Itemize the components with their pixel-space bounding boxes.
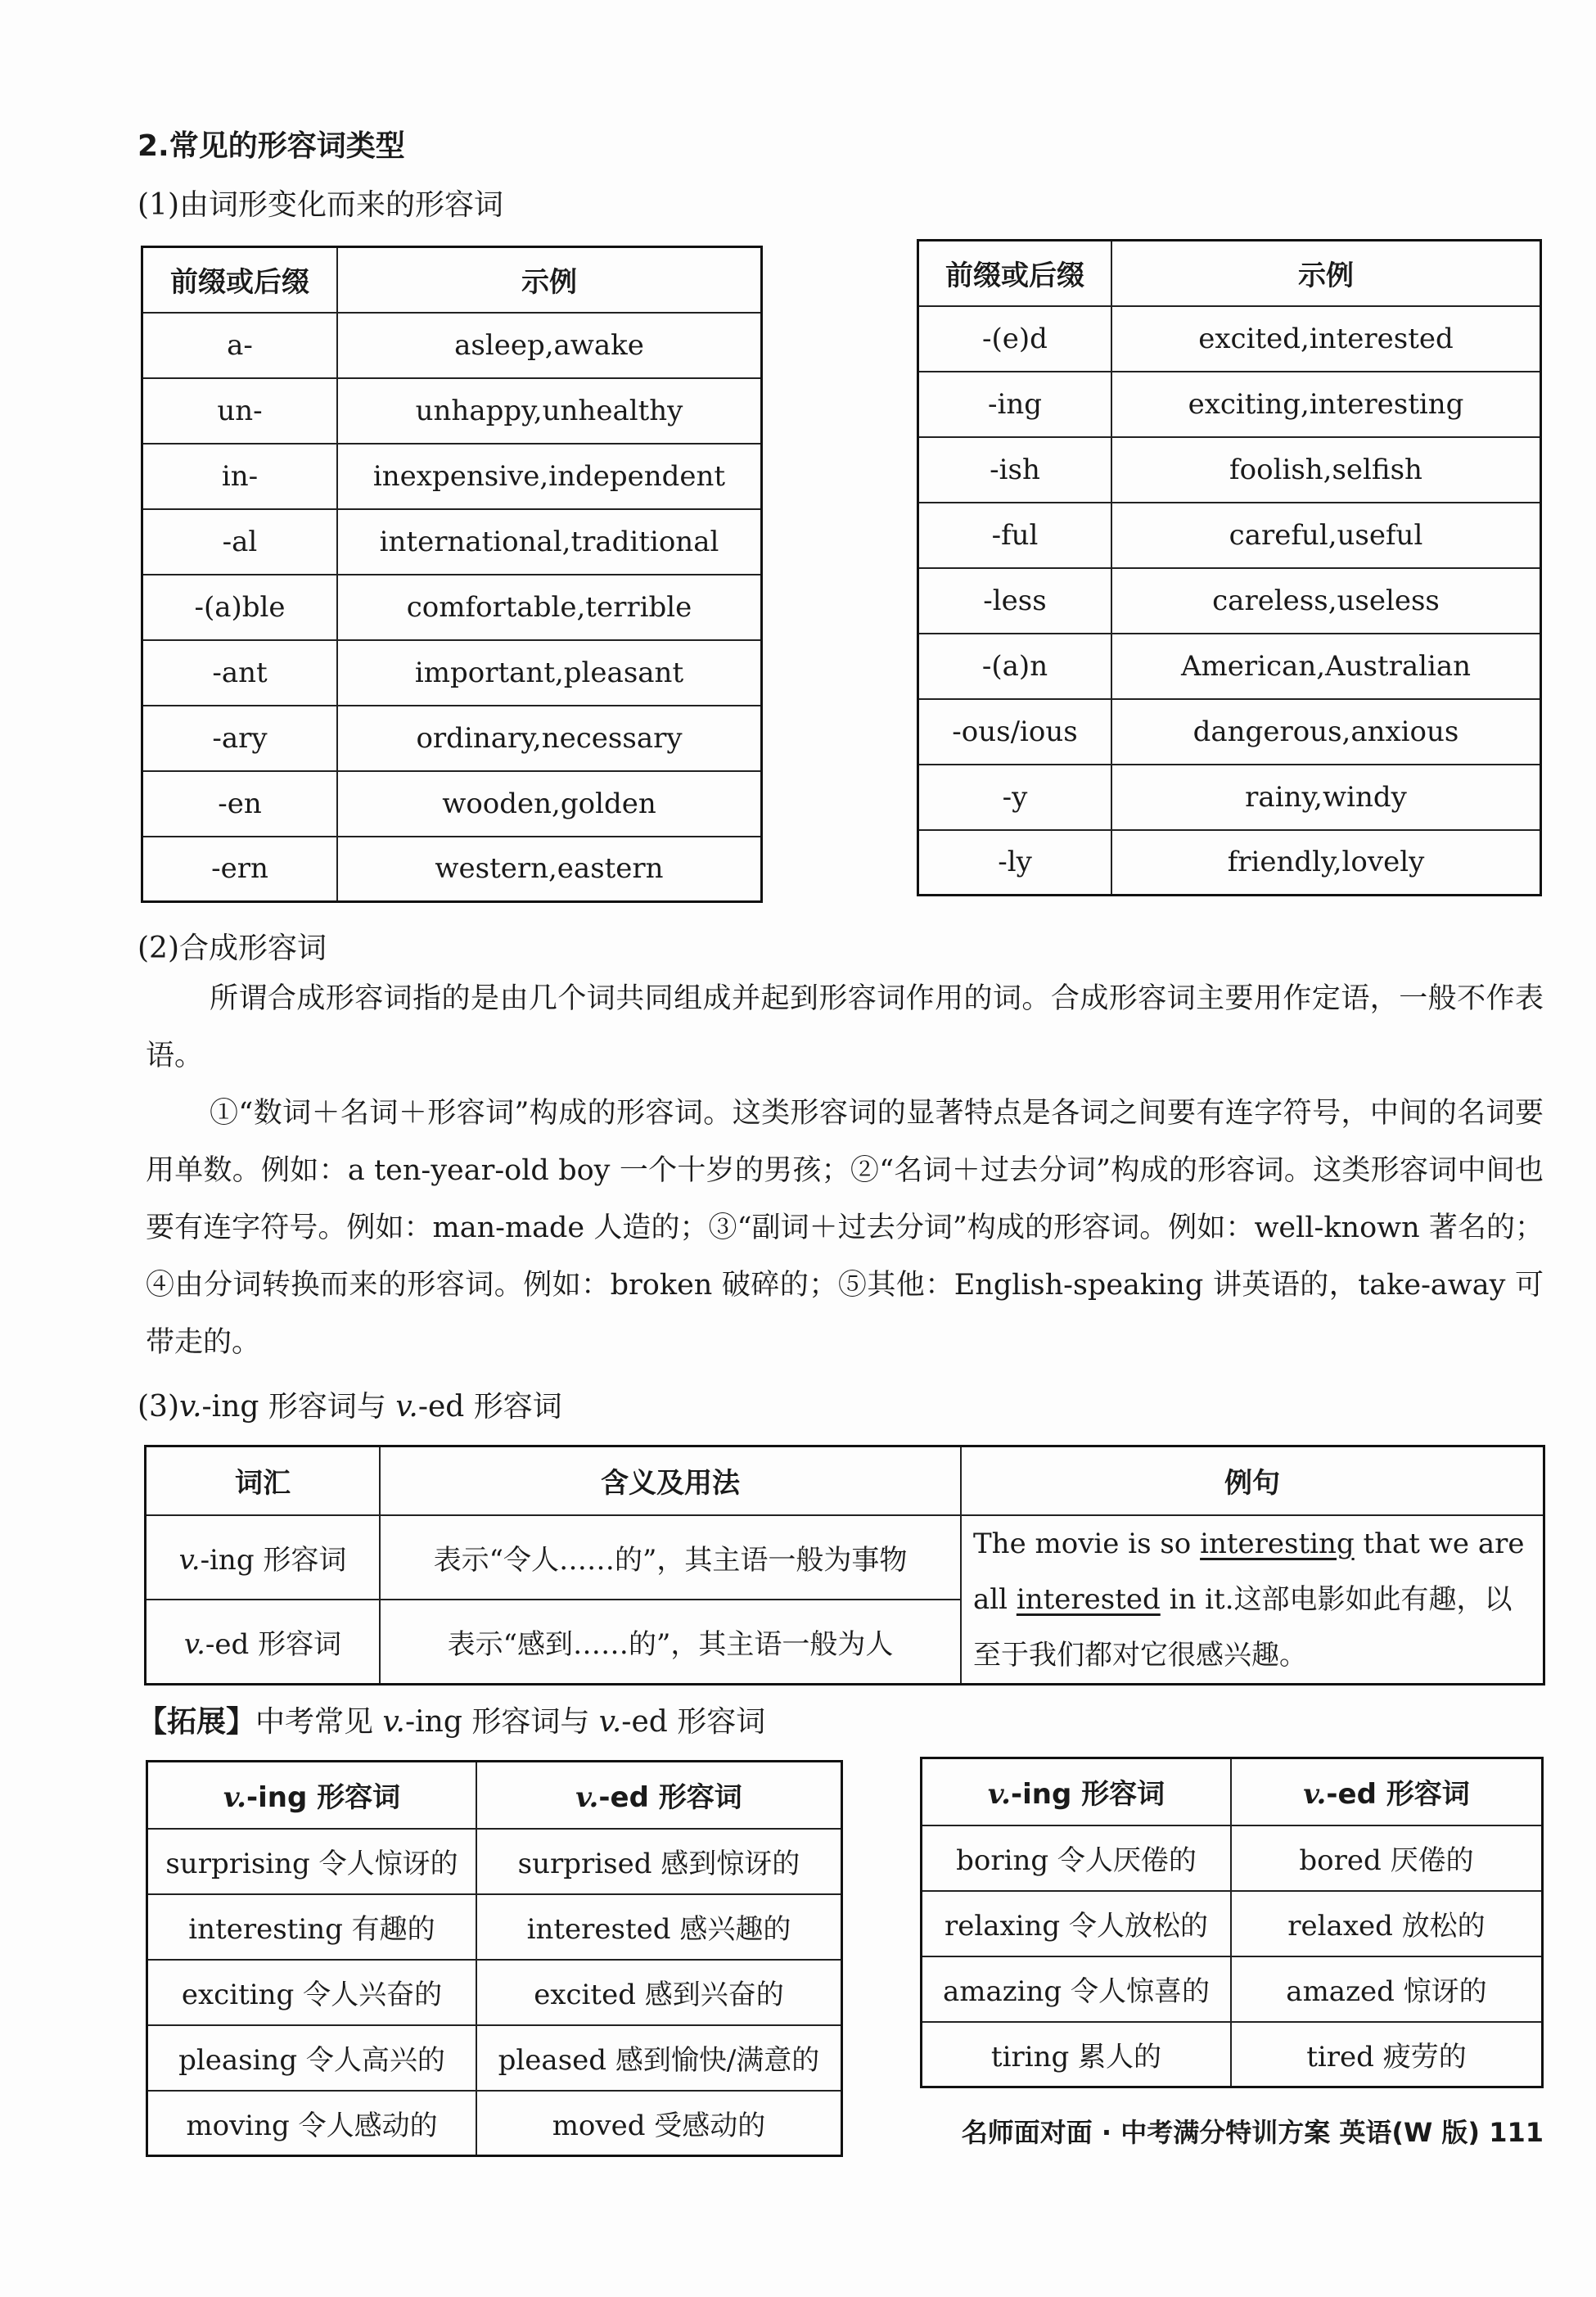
table-row [147,1960,842,2025]
table-row [147,1894,842,1960]
table-cell: amazed 惊讶的 [1231,1956,1543,2022]
table-cell: -ing [918,372,1112,437]
table-row [922,1825,1543,1891]
table-row [147,2091,842,2156]
table-cell: -y [918,765,1112,830]
hdr-v: v. [987,1778,1012,1812]
table-cell: -ary [142,706,338,771]
extension-heading [138,1699,765,1740]
table-cell: careless,useless [1111,568,1541,634]
table-cell: surprised 感到惊讶的 [476,1829,842,1894]
ing-ed-usage-table [144,1445,1545,1686]
cell-v: v. [178,1543,201,1577]
sub3-prefix: (3) [138,1390,179,1424]
cell-word: -ing 形容词 [200,1543,347,1577]
table-cell: foolish,selfish [1111,437,1541,503]
table-cell: surprising 令人惊讶的 [147,1829,477,1894]
table-row [922,2022,1543,2087]
table-cell: unhappy,unhealthy [337,378,762,444]
table-cell: a- [142,313,338,378]
paragraph: 所谓合成形容词指的是由几个词共同组成并起到形容词作用的词。合成形容词主要用作定语，一般不作表语。 [146,982,1544,1072]
ext-tag: 【拓展】 [138,1705,256,1739]
table-cell: tired 疲劳的 [1231,2022,1543,2087]
ex-underlined: interested [1016,1582,1161,1616]
table-header: 前缀或后缀 [918,241,1112,306]
table-header: 示例 [1111,241,1541,306]
table-cell: asleep,awake [337,313,762,378]
table-row [142,575,762,640]
table-cell: comfortable,terrible [337,575,762,640]
table-row [918,765,1541,830]
ing-ed-list-left [146,1760,843,2157]
sub3-v2: v. [395,1390,418,1424]
hdr-t: -ing 形容词 [246,1781,401,1815]
table-header: 例句 [961,1446,1544,1515]
hdr-t: -ing 形容词 [1011,1778,1165,1812]
table-header [147,1762,477,1829]
table-cell: amazing 令人惊喜的 [922,1956,1232,2022]
table-cell: excited 感到兴奋的 [476,1960,842,2025]
table-row [918,437,1541,503]
table-cell: -ant [142,640,338,706]
subsection-3-title [138,1383,562,1425]
table-cell: un- [142,378,338,444]
table-header: 示例 [337,247,762,313]
table-cell: -(e)d [918,306,1112,372]
table-cell: -al [142,509,338,575]
table-row [142,378,762,444]
table-row [918,699,1541,765]
table-cell: -(a)n [918,634,1112,699]
ex-part: that we are all [973,1527,1525,1616]
hdr-v: v. [1303,1778,1327,1812]
table-cell: interested 感兴趣的 [476,1894,842,1960]
table-row [918,306,1541,372]
table-cell: relaxing 令人放松的 [922,1891,1232,1956]
table-cell: exciting,interesting [1111,372,1541,437]
affix-table-right [917,239,1542,896]
table-row [147,2025,842,2091]
hdr-t: -ed 形容词 [1326,1778,1470,1812]
table-header [476,1762,842,1829]
table-cell: careful,useful [1111,503,1541,568]
subsection-1-title: (1)由词形变化而来的形容词 [138,188,503,222]
section-title: 2.常见的形容词类型 [138,129,405,163]
table-cell: exciting 令人兴奋的 [147,1960,477,2025]
table-cell: tiring 累人的 [922,2022,1232,2087]
ex-underlined: interesting [1200,1527,1355,1560]
table-row [142,509,762,575]
table-cell: pleased 感到愉快/满意的 [476,2025,842,2091]
page-footer: 名师面对面 · 中考满分特训方案 英语(W 版) 111 [961,2117,1544,2148]
table-row [918,372,1541,437]
compound-adjective-text [146,970,1544,1371]
table-row [918,568,1541,634]
ex-part: The movie is so [973,1527,1201,1560]
table-row [142,444,762,509]
table-cell: dangerous,anxious [1111,699,1541,765]
table-cell [146,1515,381,1600]
table-row [142,313,762,378]
table-cell: in- [142,444,338,509]
table-cell: moving 令人感动的 [147,2091,477,2156]
table-cell: ordinary,necessary [337,706,762,771]
table-cell: interesting 有趣的 [147,1894,477,1960]
table-cell: inexpensive,independent [337,444,762,509]
table-row [918,503,1541,568]
example-sentence-cell [961,1515,1544,1685]
affix-table-left [141,246,763,903]
table-row [918,830,1541,896]
sub3-v1: v. [179,1390,202,1424]
table-row [142,771,762,837]
table-header: 前缀或后缀 [142,247,338,313]
table-cell: important,pleasant [337,640,762,706]
table-cell: American,Australian [1111,634,1541,699]
hdr-v: v. [223,1781,247,1815]
table-cell [146,1600,381,1684]
table-cell: pleasing 令人高兴的 [147,2025,477,2091]
table-cell: western,eastern [337,837,762,902]
table-cell: -ous/ious [918,699,1112,765]
ext-v1: v. [382,1705,405,1739]
table-row [922,1891,1543,1956]
sub3-b: -ed 形容词 [417,1390,562,1424]
ing-ed-list-right [920,1757,1544,2088]
ext-t1: 中考常见 [255,1705,383,1739]
table-cell: relaxed 放松的 [1231,1891,1543,1956]
paragraph: ①“数词＋名词＋形容词”构成的形容词。这类形容词的显著特点是各词之间要有连字符号，中间的名词要用单数。例如：a ten-year-old boy 一个十岁的男孩；②“名词＋过去分词”构成的形容词。这类形容词中间也要有连字符号。例如：man-made 人造的；③“副词＋过去分词”构成的形容词。例如：well-known 著名的；④由分词转换而来的形容词。例如：broken 破碎的；⑤其他：English-speaking 讲英语的，take-away 可带走的。 [146,1097,1544,1359]
table-row [918,634,1541,699]
table-cell: -(a)ble [142,575,338,640]
table-cell: -less [918,568,1112,634]
table-cell: excited,interested [1111,306,1541,372]
table-header: 含义及用法 [380,1446,961,1515]
table-cell: international,traditional [337,509,762,575]
table-row [922,1956,1543,2022]
table-row [142,706,762,771]
table-cell: -en [142,771,338,837]
table-header [922,1758,1232,1825]
table-header [1231,1758,1543,1825]
table-row [147,1829,842,1894]
ext-t3: -ed 形容词 [621,1705,766,1739]
table-cell: friendly,lovely [1111,830,1541,896]
table-cell: bored 厌倦的 [1231,1825,1543,1891]
ext-t2: -ing 形容词与 [404,1705,599,1739]
table-header: 词汇 [146,1446,381,1515]
cell-v: v. [183,1627,205,1661]
table-cell: -ful [918,503,1112,568]
table-cell: moved 受感动的 [476,2091,842,2156]
ex-part: in it. [1160,1582,1234,1616]
table-cell: 表示“令人……的”，其主语一般为事物 [380,1515,961,1600]
hdr-t: -ed 形容词 [598,1781,742,1815]
table-cell: -ern [142,837,338,902]
ext-v2: v. [598,1705,622,1739]
table-row [142,640,762,706]
cell-word: -ed 形容词 [205,1627,342,1661]
table-cell: wooden,golden [337,771,762,837]
sub3-a: -ing 形容词与 [201,1390,396,1424]
table-cell: boring 令人厌倦的 [922,1825,1232,1891]
table-row [142,837,762,902]
ex-translation: 这部电影如此有趣，以至于我们都对它很感兴趣。 [973,1582,1513,1672]
table-cell: -ish [918,437,1112,503]
table-cell: 表示“感到……的”，其主语一般为人 [380,1600,961,1684]
hdr-v: v. [575,1781,599,1815]
table-cell: -ly [918,830,1112,896]
subsection-2-title: (2)合成形容词 [138,932,327,965]
table-cell: rainy,windy [1111,765,1541,830]
